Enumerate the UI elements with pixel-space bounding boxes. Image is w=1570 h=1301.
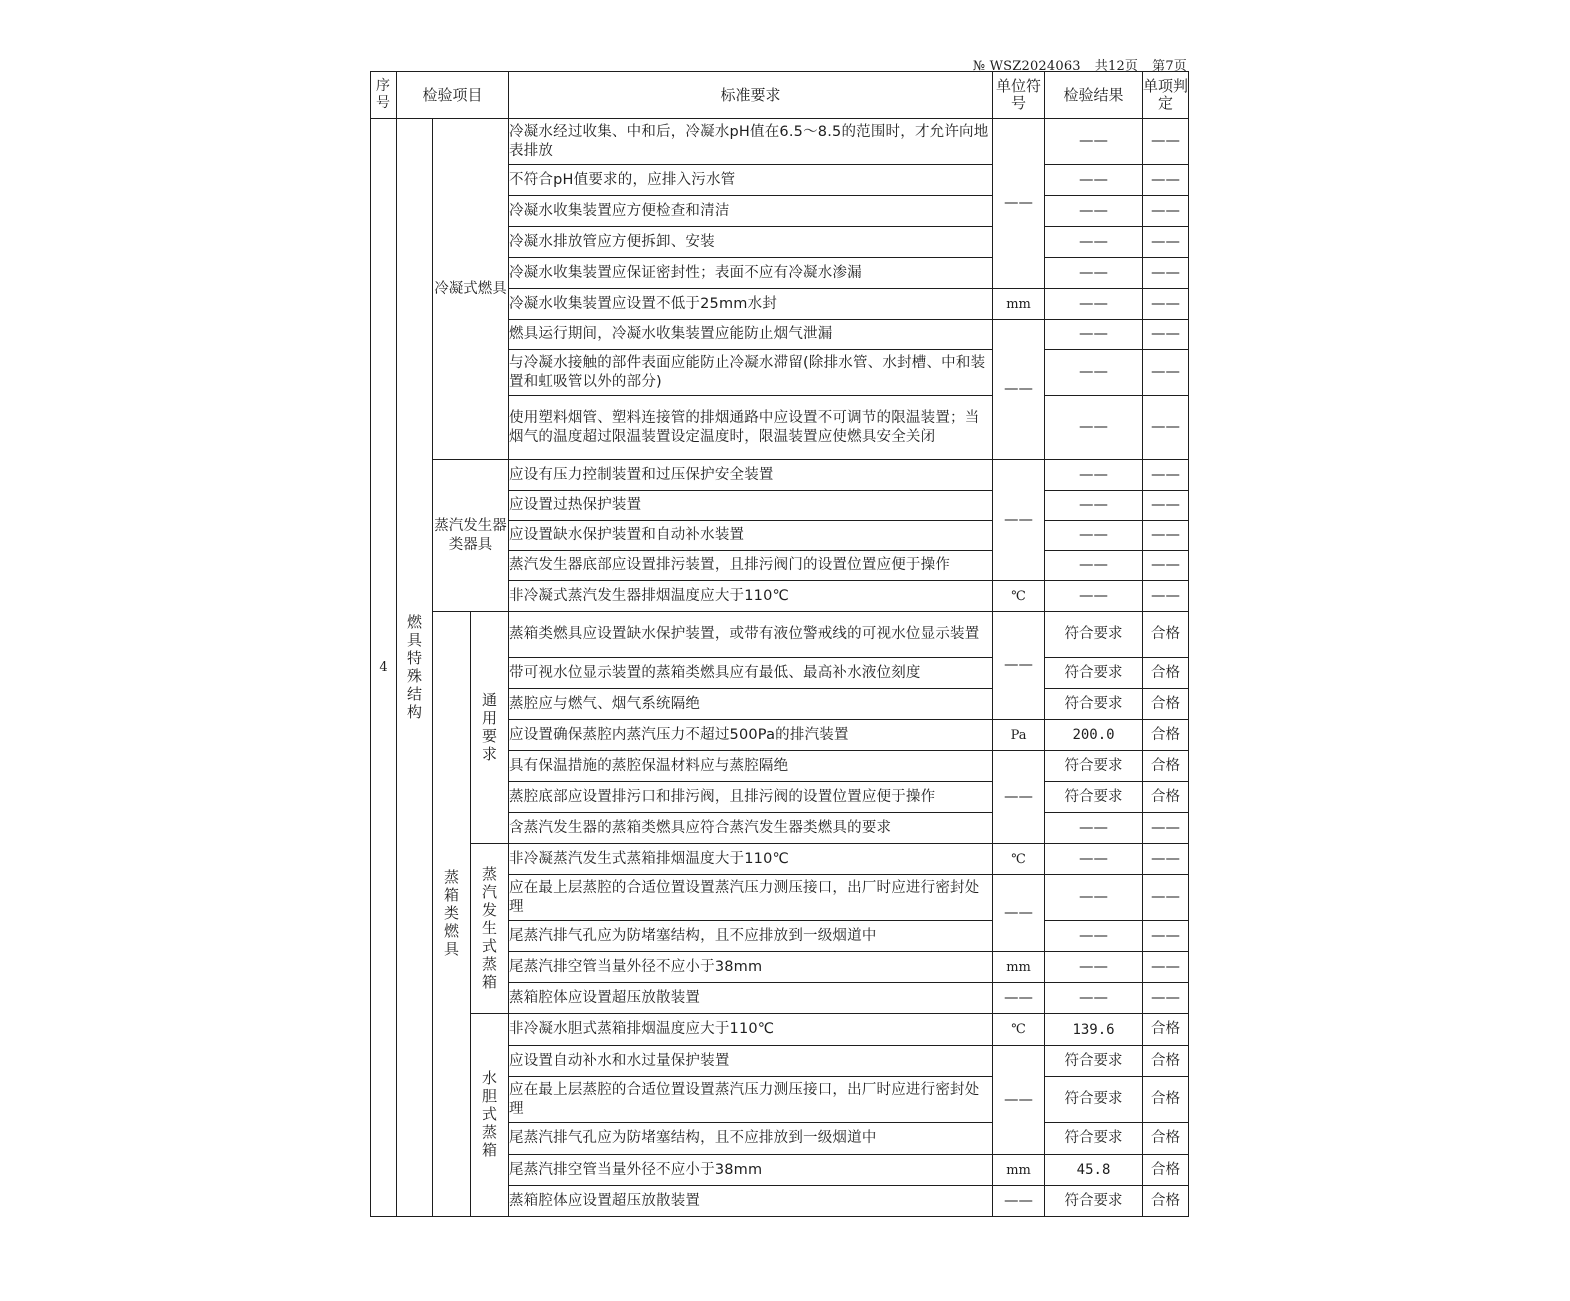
result-cell: —— [1045, 258, 1143, 289]
judgement-cell: —— [1143, 813, 1189, 844]
col-seq-header: 序号 [371, 72, 397, 119]
report-number: № WSZ2024063 [972, 59, 1081, 74]
requirement-cell: 燃具运行期间，冷凝水收集装置应能防止烟气泄漏 [509, 320, 993, 350]
group-steam-box: 蒸箱类燃具 [433, 612, 471, 1217]
judgement-cell: —— [1143, 258, 1189, 289]
judgement-cell: —— [1143, 289, 1189, 320]
requirement-cell: 非冷凝式蒸汽发生器排烟温度应大于110℃ [509, 581, 993, 612]
result-cell: —— [1045, 551, 1143, 581]
unit-cell: —— [993, 119, 1045, 289]
judgement-cell: —— [1143, 350, 1189, 396]
result-cell: —— [1045, 227, 1143, 258]
table-row [371, 119, 1189, 165]
unit-cell: ℃ [993, 1014, 1045, 1046]
inspection-table [370, 71, 1189, 1217]
judgement-cell: 合格 [1143, 1014, 1189, 1046]
result-cell: 符合要求 [1045, 782, 1143, 813]
requirement-cell: 应设置自动补水和水过量保护装置 [509, 1046, 993, 1077]
result-cell: —— [1045, 396, 1143, 460]
table-row [371, 844, 1189, 875]
result-cell: 符合要求 [1045, 689, 1143, 720]
judgement-cell: 合格 [1143, 720, 1189, 751]
requirement-cell: 应在最上层蒸腔的合适位置设置蒸汽压力测压接口，出厂时应进行密封处理 [509, 875, 993, 921]
judgement-cell: —— [1143, 921, 1189, 952]
unit-cell: mm [993, 952, 1045, 983]
requirement-cell: 使用塑料烟管、塑料连接管的排烟通路中应设置不可调节的限温装置；当烟气的温度超过限温装置设定温度时，限温装置应使燃具安全关闭 [509, 396, 993, 460]
table-header-row [371, 72, 1189, 119]
result-cell: —— [1045, 320, 1143, 350]
requirement-cell: 蒸箱腔体应设置超压放散装置 [509, 1186, 993, 1217]
result-cell: —— [1045, 844, 1143, 875]
requirement-cell: 尾蒸汽排气孔应为防堵塞结构，且不应排放到一级烟道中 [509, 921, 993, 952]
result-cell: —— [1045, 350, 1143, 396]
judgement-cell: —— [1143, 521, 1189, 551]
result-cell: —— [1045, 983, 1143, 1014]
judgement-cell: —— [1143, 196, 1189, 227]
unit-cell: —— [993, 875, 1045, 952]
requirement-cell: 与冷凝水接触的部件表面应能防止冷凝水滞留(除排水管、水封槽、中和装置和虹吸管以外的部分) [509, 350, 993, 396]
requirement-cell: 不符合pH值要求的，应排入污水管 [509, 165, 993, 196]
group-steam-generator: 蒸汽发生器类器具 [433, 460, 509, 612]
judgement-cell: —— [1143, 119, 1189, 165]
group-condensing: 冷凝式燃具 [433, 119, 509, 460]
requirement-cell: 应设置确保蒸腔内蒸汽压力不超过500Pa的排汽装置 [509, 720, 993, 751]
col-item-header: 检验项目 [397, 72, 509, 119]
judgement-cell: —— [1143, 320, 1189, 350]
result-cell: 符合要求 [1045, 612, 1143, 658]
judgement-cell: 合格 [1143, 658, 1189, 689]
unit-cell: —— [993, 612, 1045, 720]
requirement-cell: 应设置过热保护装置 [509, 491, 993, 521]
section-seq: 4 [371, 119, 397, 1217]
requirement-cell: 蒸腔应与燃气、烟气系统隔绝 [509, 689, 993, 720]
judgement-cell: —— [1143, 875, 1189, 921]
col-judgement-header: 单项判定 [1143, 72, 1189, 119]
unit-cell: —— [993, 751, 1045, 844]
requirement-cell: 应设有压力控制装置和过压保护安全装置 [509, 460, 993, 491]
unit-cell: mm [993, 289, 1045, 320]
unit-cell: mm [993, 1155, 1045, 1186]
requirement-cell: 尾蒸汽排气孔应为防堵塞结构，且不应排放到一级烟道中 [509, 1123, 993, 1155]
judgement-cell: 合格 [1143, 1123, 1189, 1155]
table-row [371, 1014, 1189, 1046]
result-cell: —— [1045, 196, 1143, 227]
table-row [371, 460, 1189, 491]
judgement-cell: —— [1143, 551, 1189, 581]
judgement-cell: 合格 [1143, 612, 1189, 658]
result-cell: —— [1045, 165, 1143, 196]
unit-cell: ℃ [993, 581, 1045, 612]
result-cell: —— [1045, 921, 1143, 952]
requirement-cell: 蒸汽发生器底部应设置排污装置，且排污阀门的设置位置应便于操作 [509, 551, 993, 581]
requirement-cell: 尾蒸汽排空管当量外径不应小于38mm [509, 1155, 993, 1186]
total-pages: 共12页 [1094, 59, 1139, 74]
result-cell: —— [1045, 119, 1143, 165]
requirement-cell: 含蒸汽发生器的蒸箱类燃具应符合蒸汽发生器类燃具的要求 [509, 813, 993, 844]
result-cell: 符合要求 [1045, 751, 1143, 782]
unit-cell: —— [993, 320, 1045, 460]
table-row [371, 612, 1189, 658]
judgement-cell: —— [1143, 983, 1189, 1014]
col-unit-header: 单位符号 [993, 72, 1045, 119]
result-cell: 45.8 [1045, 1155, 1143, 1186]
unit-cell: —— [993, 460, 1045, 581]
requirement-cell: 应在最上层蒸腔的合适位置设置蒸汽压力测压接口，出厂时应进行密封处理 [509, 1077, 993, 1123]
requirement-cell: 冷凝水收集装置应保证密封性；表面不应有冷凝水渗漏 [509, 258, 993, 289]
subgroup-general: 通用要求 [471, 612, 509, 844]
requirement-cell: 蒸箱腔体应设置超压放散装置 [509, 983, 993, 1014]
result-cell: 符合要求 [1045, 1046, 1143, 1077]
judgement-cell: —— [1143, 581, 1189, 612]
judgement-cell: —— [1143, 227, 1189, 258]
col-requirement-header: 标准要求 [509, 72, 993, 119]
judgement-cell: —— [1143, 460, 1189, 491]
result-cell: 符合要求 [1045, 658, 1143, 689]
result-cell: —— [1045, 952, 1143, 983]
subgroup-water-tank-box: 水胆式蒸箱 [471, 1014, 509, 1217]
col-result-header: 检验结果 [1045, 72, 1143, 119]
result-cell: —— [1045, 289, 1143, 320]
requirement-cell: 应设置缺水保护装置和自动补水装置 [509, 521, 993, 551]
requirement-cell: 冷凝水排放管应方便拆卸、安装 [509, 227, 993, 258]
judgement-cell: 合格 [1143, 1186, 1189, 1217]
result-cell: 符合要求 [1045, 1186, 1143, 1217]
result-cell: —— [1045, 460, 1143, 491]
requirement-cell: 带可视水位显示装置的蒸箱类燃具应有最低、最高补水液位刻度 [509, 658, 993, 689]
requirement-cell: 蒸腔底部应设置排污口和排污阀，且排污阀的设置位置应便于操作 [509, 782, 993, 813]
subgroup-steam-gen-box: 蒸汽发生式蒸箱 [471, 844, 509, 1014]
unit-cell: Pa [993, 720, 1045, 751]
result-cell: 符合要求 [1045, 1077, 1143, 1123]
judgement-cell: 合格 [1143, 751, 1189, 782]
result-cell: —— [1045, 491, 1143, 521]
requirement-cell: 冷凝水经过收集、中和后，冷凝水pH值在6.5～8.5的范围时，才允许向地表排放 [509, 119, 993, 165]
result-cell: —— [1045, 813, 1143, 844]
requirement-cell: 非冷凝蒸汽发生式蒸箱排烟温度大于110℃ [509, 844, 993, 875]
result-cell: —— [1045, 875, 1143, 921]
requirement-cell: 具有保温措施的蒸腔保温材料应与蒸腔隔绝 [509, 751, 993, 782]
judgement-cell: —— [1143, 165, 1189, 196]
judgement-cell: —— [1143, 491, 1189, 521]
judgement-cell: —— [1143, 952, 1189, 983]
requirement-cell: 冷凝水收集装置应方便检查和清洁 [509, 196, 993, 227]
requirement-cell: 非冷凝水胆式蒸箱排烟温度应大于110℃ [509, 1014, 993, 1046]
section-title: 燃具特殊结构 [397, 119, 433, 1217]
result-cell: —— [1045, 581, 1143, 612]
result-cell: 139.6 [1045, 1014, 1143, 1046]
page-number: 第7页 [1152, 59, 1187, 74]
unit-cell: —— [993, 983, 1045, 1014]
requirement-cell: 冷凝水收集装置应设置不低于25mm水封 [509, 289, 993, 320]
judgement-cell: 合格 [1143, 1046, 1189, 1077]
judgement-cell: 合格 [1143, 1155, 1189, 1186]
result-cell: 符合要求 [1045, 1123, 1143, 1155]
unit-cell: —— [993, 1046, 1045, 1155]
unit-cell: ℃ [993, 844, 1045, 875]
requirement-cell: 尾蒸汽排空管当量外径不应小于38mm [509, 952, 993, 983]
judgement-cell: 合格 [1143, 782, 1189, 813]
judgement-cell: 合格 [1143, 689, 1189, 720]
unit-cell: —— [993, 1186, 1045, 1217]
judgement-cell: —— [1143, 396, 1189, 460]
judgement-cell: 合格 [1143, 1077, 1189, 1123]
result-cell: —— [1045, 521, 1143, 551]
requirement-cell: 蒸箱类燃具应设置缺水保护装置，或带有液位警戒线的可视水位显示装置 [509, 612, 993, 658]
result-cell: 200.0 [1045, 720, 1143, 751]
judgement-cell: —— [1143, 844, 1189, 875]
